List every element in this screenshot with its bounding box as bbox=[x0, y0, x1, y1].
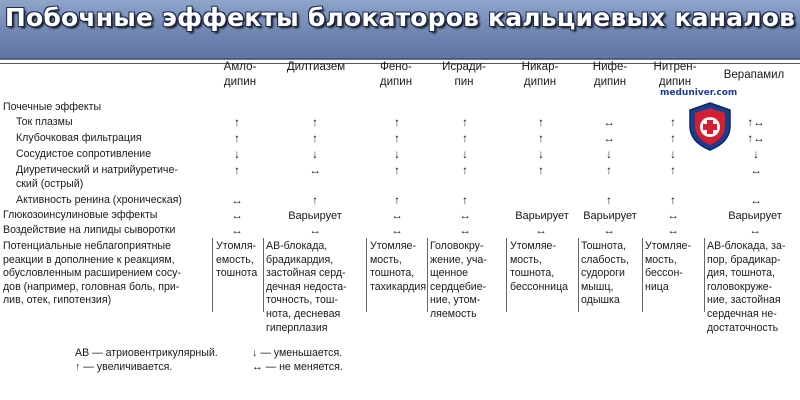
cell-glomerular-isradipine: ↑ bbox=[462, 133, 468, 145]
cell-plasma-diltiazem: ↑ bbox=[312, 117, 318, 129]
cell-resistance-felodipine: ↓ bbox=[394, 149, 400, 161]
cell-renin-felodipine: ↑ bbox=[394, 195, 400, 207]
cell-resistance-isradipine: ↓ bbox=[462, 149, 468, 161]
header-rule-top bbox=[0, 58, 800, 59]
cell-resistance-amlodipine: ↓ bbox=[234, 149, 240, 161]
cell-adverse-nitrendipine: Утомляе- мость, бессон- ница bbox=[645, 240, 691, 293]
cell-resistance-nifedipine: ↓ bbox=[606, 149, 612, 161]
row-label-lipids: Воздействие на липиды сыворотки bbox=[3, 224, 176, 236]
cell-diuretic-felodipine: ↑ bbox=[394, 165, 400, 177]
cell-adverse-nicardipine: Утомляе- мость, тошнота, бессонница bbox=[510, 240, 569, 293]
col-divider bbox=[263, 238, 264, 312]
col-divider bbox=[642, 238, 643, 312]
col-divider bbox=[704, 238, 705, 312]
col-header-felodipine: Фено- дипин bbox=[379, 61, 413, 88]
cell-renin-amlodipine: ↔ bbox=[231, 195, 243, 207]
cell-lipids-isradipine: ↔ bbox=[459, 225, 471, 237]
cell-glomerular-felodipine: ↑ bbox=[394, 133, 400, 145]
cell-glomerular-verapamil: ↑↔ bbox=[747, 133, 765, 145]
medical-shield-icon bbox=[684, 100, 736, 152]
cell-plasma-nicardipine: ↑ bbox=[538, 117, 544, 129]
cell-adverse-diltiazem: АВ-блокада, брадикардия, застойная серд- дечная недоста- точность, тош- нота, десневая гиперплазия bbox=[266, 240, 347, 334]
cell-renin-isradipine: ↑ bbox=[462, 195, 468, 207]
cell-lipids-nifedipine: ↔ bbox=[603, 225, 615, 237]
cell-adverse-amlodipine: Утомля- емость, тошнота bbox=[216, 240, 258, 280]
cell-diuretic-nifedipine: ↑ bbox=[606, 165, 612, 177]
cell-adverse-verapamil: АВ-блокада, за- пор, брадикар- дия, тошнота, головокруже- ние, застойная сердечная не- достаточность bbox=[707, 240, 786, 334]
col-header-amlodipine: Амло- дипин bbox=[223, 61, 257, 88]
meduniver-watermark bbox=[660, 88, 770, 168]
col-divider bbox=[212, 238, 213, 312]
cell-diuretic-verapamil: ↔ bbox=[750, 165, 762, 177]
cell-resistance-verapamil: ↓ bbox=[753, 149, 759, 161]
cell-diuretic-isradipine: ↑ bbox=[462, 165, 468, 177]
legend-nochange: ↔ — не меняется. bbox=[252, 361, 343, 373]
cell-glucose-isradipine: ↔ bbox=[459, 210, 471, 222]
cell-lipids-nitrendipine: ↔ bbox=[667, 225, 679, 237]
cell-lipids-verapamil: ↔ bbox=[749, 225, 761, 237]
cell-renin-nitrendipine: ↑ bbox=[670, 195, 676, 207]
cell-adverse-nifedipine: Тошнота, слабость, судороги мышц, одышка bbox=[581, 240, 629, 307]
row-label-resistance: Сосудистое сопротивление bbox=[16, 148, 152, 160]
cell-glucose-nicardipine: Варьирует bbox=[515, 210, 569, 222]
col-header-nicardipine: Никар- дипин bbox=[521, 61, 559, 88]
cell-resistance-diltiazem: ↓ bbox=[312, 149, 318, 161]
cell-glucose-nifedipine: Варьирует bbox=[583, 210, 637, 222]
cell-adverse-isradipine: Головокру- жение, уча- щенное сердцебие- ние, утом- ляемость bbox=[430, 240, 487, 320]
row-label-glomerular: Клубочковая фильтрация bbox=[16, 132, 142, 144]
cell-glucose-felodipine: ↔ bbox=[391, 210, 403, 222]
cell-glucose-verapamil: Варьирует bbox=[728, 210, 782, 222]
cell-renin-verapamil: ↔ bbox=[750, 195, 762, 207]
cell-adverse-felodipine: Утомляе- мость, тошнота, тахикардия bbox=[370, 240, 427, 293]
cell-plasma-verapamil: ↑↔ bbox=[747, 117, 765, 129]
col-header-diltiazem: Дилтиазем bbox=[286, 61, 346, 73]
cell-plasma-isradipine: ↑ bbox=[462, 117, 468, 129]
cell-glucose-nitrendipine: ↔ bbox=[667, 210, 679, 222]
cell-diuretic-nicardipine: ↑ bbox=[538, 165, 544, 177]
cell-glucose-amlodipine: ↔ bbox=[231, 210, 243, 222]
cell-lipids-nicardipine: ↔ bbox=[535, 225, 547, 237]
cell-plasma-nifedipine: ↔ bbox=[603, 117, 615, 129]
cell-lipids-diltiazem: ↔ bbox=[309, 225, 321, 237]
row-label-glucose: Глюкозоинсулиновые эффекты bbox=[3, 209, 158, 221]
row-label-plasma: Ток плазмы bbox=[16, 116, 73, 128]
col-header-nifedipine: Нифе- дипин bbox=[592, 61, 628, 88]
cell-diuretic-amlodipine: ↑ bbox=[234, 165, 240, 177]
cell-plasma-nitrendipine: ↑ bbox=[670, 117, 676, 129]
cell-glomerular-amlodipine: ↑ bbox=[234, 133, 240, 145]
cell-diuretic-diltiazem: ↔ bbox=[309, 165, 321, 177]
cell-glomerular-nifedipine: ↔ bbox=[603, 133, 615, 145]
cell-lipids-felodipine: ↔ bbox=[391, 225, 403, 237]
cell-plasma-amlodipine: ↑ bbox=[234, 117, 240, 129]
col-header-isradipine: Исради- пин bbox=[442, 61, 486, 88]
cell-plasma-felodipine: ↑ bbox=[394, 117, 400, 129]
cell-glucose-diltiazem: Варьирует bbox=[288, 210, 342, 222]
cell-glomerular-nitrendipine: ↑ bbox=[670, 133, 676, 145]
col-divider bbox=[578, 238, 579, 312]
watermark-text: meduniver.com bbox=[660, 88, 738, 98]
cell-resistance-nicardipine: ↓ bbox=[538, 149, 544, 161]
col-divider bbox=[506, 238, 507, 312]
cell-renin-nifedipine: ↑ bbox=[606, 195, 612, 207]
cell-renin-diltiazem: ↑ bbox=[312, 195, 318, 207]
row-label-diuretic-cont: ский (острый) bbox=[16, 178, 84, 190]
page-title: Побочные эффекты блокаторов кальциевых каналов bbox=[4, 3, 796, 32]
col-header-verapamil: Верапамил bbox=[723, 69, 785, 81]
cell-glomerular-nicardipine: ↑ bbox=[538, 133, 544, 145]
cell-resistance-nitrendipine: ↓ bbox=[670, 149, 676, 161]
col-divider bbox=[427, 238, 428, 312]
legend-av: АВ — атриовентрикулярный. bbox=[75, 347, 218, 359]
cell-lipids-amlodipine: ↔ bbox=[231, 225, 243, 237]
row-label-diuretic: Диуретический и натрийуретиче- bbox=[16, 164, 178, 176]
legend-down: ↓ — уменьшается. bbox=[252, 347, 343, 359]
cell-glomerular-diltiazem: ↑ bbox=[312, 133, 318, 145]
row-label-renin: Активность ренина (хроническая) bbox=[16, 194, 182, 206]
row-label-renal: Почечные эффекты bbox=[3, 101, 102, 113]
col-header-nitrendipine: Нитрен- дипин bbox=[653, 61, 697, 88]
legend-up: ↑ — увеличивается. bbox=[75, 361, 173, 373]
col-divider bbox=[366, 238, 367, 312]
row-label-adverse: Потенциальные неблагоприятные реакции в дополнение к реакциям, обусловленным расширением сосу- дов (например, головная боль, при- лив, отек, гипотензия) bbox=[3, 240, 181, 307]
cell-diuretic-nitrendipine: ↑ bbox=[670, 165, 676, 177]
